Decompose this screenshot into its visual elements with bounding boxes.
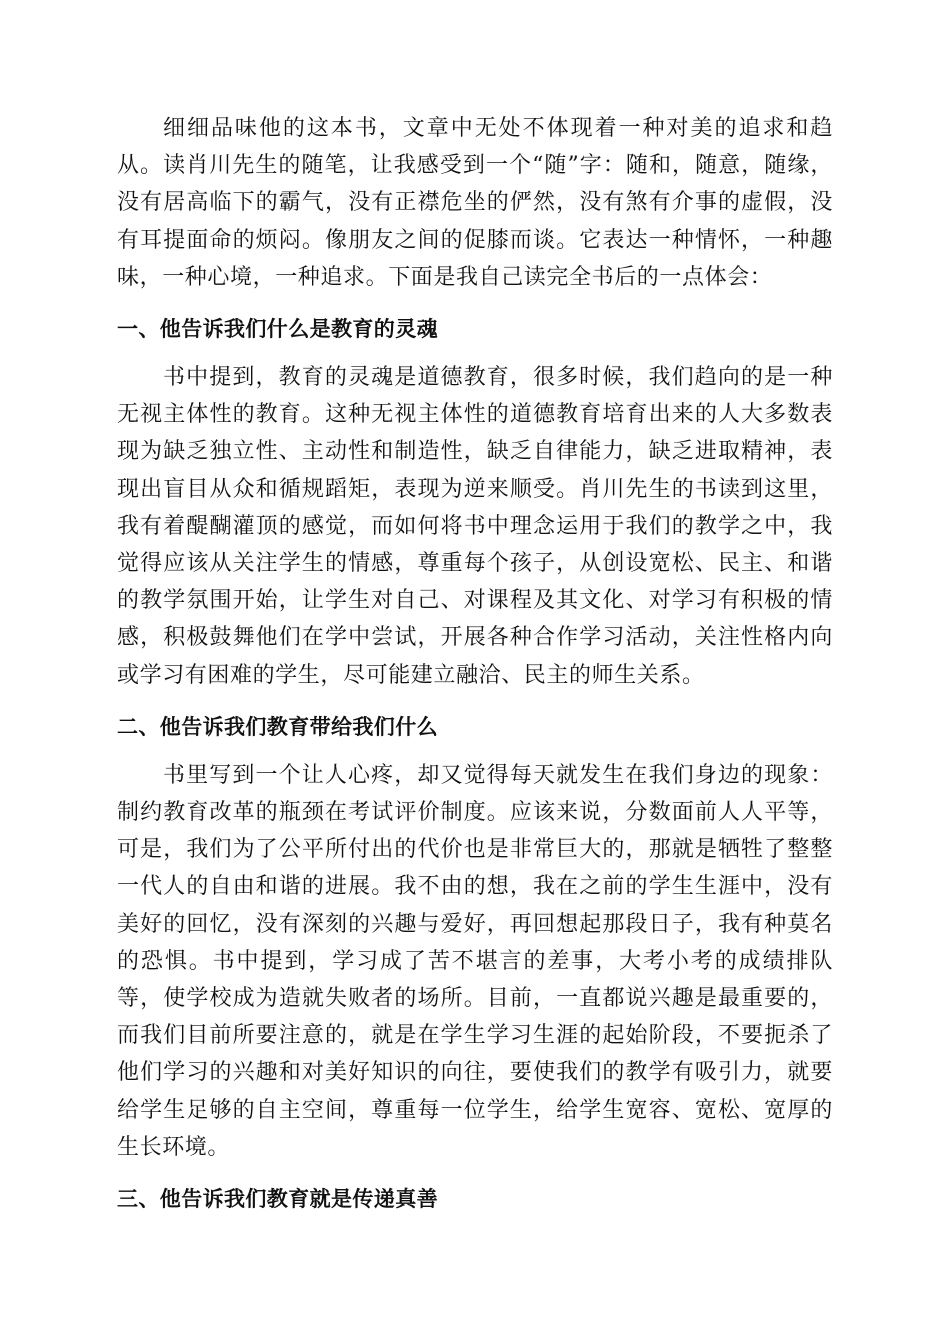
paragraph-section-1: 书中提到，教育的灵魂是道德教育，很多时候，我们趋向的是一种无视主体性的教育。这种无视主体性的道德教育培育出来的人大多数表现为缺乏独立性、主动性和制造性，缺乏自律能力，缺乏进取精神，表现出盲目从众和循规蹈矩，表现为逆来顺受。肖川先生的书读到这里，我有着醍醐灌顶的感觉，而如何将书中理念运用于我们的教学之中，我觉得应该从关注学生的情感，尊重每个孩子，从创设宽松、民主、和谐的教学氛围开始，让学生对自己、对课程及其文化、对学习有积极的情感，积极鼓舞他们在学中尝试，开展各种合作学习活动，关注性格内向或学习有困难的学生，尽可能建立融洽、民主的师生关系。	[117, 365, 833, 688]
section-heading-3: 三、他告诉我们教育就是传递真善	[117, 1187, 438, 1212]
paragraph-intro: 细细品味他的这本书，文章中无处不体现着一种对美的追求和趋从。读肖川先生的随笔，让我感受到一个“随”字：随和，随意，随缘，没有居高临下的霸气，没有正襟危坐的俨然，没有煞有介事的虚假，没有耳提面命的烦闷。像朋友之间的促膝而谈。它表达一种情怀，一种趣味，一种心境，一种追求。下面是我自己读完全书后的一点体会：	[117, 116, 833, 290]
section-heading-1: 一、他告诉我们什么是教育的灵魂	[117, 317, 438, 342]
section-heading-2: 二、他告诉我们教育带给我们什么	[117, 714, 438, 739]
document-body	[117, 110, 833, 1214]
paragraph-section-2: 书里写到一个让人心疼，却又觉得每天就发生在我们身边的现象：制约教育改革的瓶颈在考试评价制度。应该来说，分数面前人人平等，可是，我们为了公平所付出的代价也是非常巨大的，那就是牺牲了整整一代人的自由和谐的进展。我不由的想，我在之前的学生生涯中，没有美好的回忆，没有深刻的兴趣与爱好，再回想起那段日子，我有种莫名的恐惧。书中提到，学习成了苦不堪言的差事，大考小考的成绩排队等，使学校成为造就失败者的场所。目前，一直都说兴趣是最重要的，而我们目前所要注意的，就是在学生学习生涯的起始阶段，不要扼杀了他们学习的兴趣和对美好知识的向往，要使我们的教学有吸引力，就要给学生足够的自主空间，尊重每一位学生，给学生宽容、宽松、宽厚的生长环境。	[117, 762, 833, 1160]
